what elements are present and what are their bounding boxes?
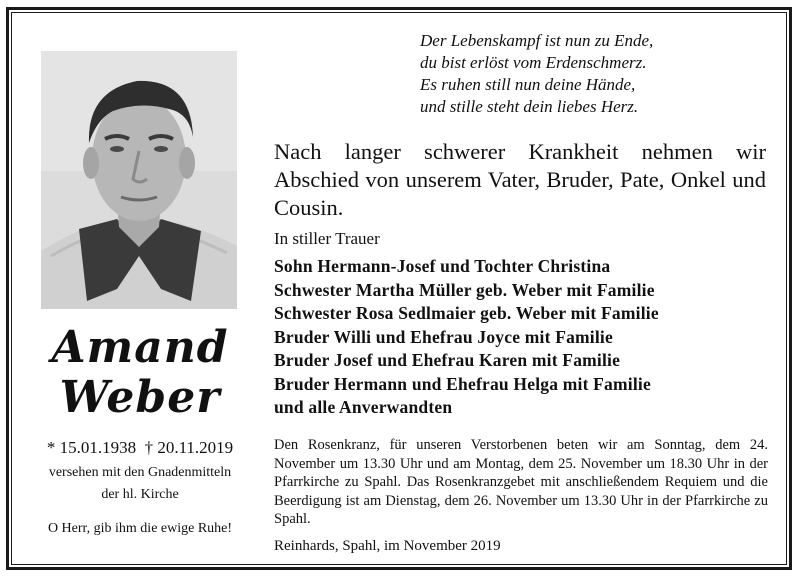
mourner-line: Bruder Willi und Ehefrau Joyce mit Familie <box>274 326 613 347</box>
intro-text: Nach langer schwerer Krankheit nehmen wir Abschied von unserem Vater, Bruder, Pate, Onkel und Cousin. <box>274 139 766 220</box>
sacrament-line-2: der hl. Kirche <box>101 487 179 502</box>
life-dates: * 15.01.1938 † 20.11.2019 <box>46 438 234 457</box>
mourner-line: und alle Anverwandten <box>274 397 453 417</box>
mourner-line: Bruder Josef und Ehefrau Karen mit Familie <box>274 350 621 370</box>
portrait-photo <box>41 51 237 309</box>
poem-line: und stille steht dein liebes Herz. <box>420 97 639 116</box>
sacrament-line-1: versehen mit den Gnadenmitteln <box>48 465 232 480</box>
mourner-line: Bruder Hermann und Ehefrau Helga mit Familie <box>274 373 651 394</box>
mourners-list <box>274 255 774 420</box>
poem-line: du bist erlöst vom Erdenschmerz. <box>420 53 647 72</box>
prayer-line: O Herr, gib ihm die ewige Ruhe! <box>47 521 233 536</box>
mourner-line: Schwester Martha Müller geb. Weber mit Familie <box>274 279 655 300</box>
deceased-first-name: Amand <box>51 322 229 373</box>
place-and-date: Reinhards, Spahl, im November 2019 <box>274 538 501 554</box>
mourner-line: Schwester Rosa Sedlmaier geb. Weber mit Familie <box>274 303 659 323</box>
rosary-announcement: Den Rosenkranz, für unseren Verstorbenen beten wir am Sonntag, dem 24. November um 13.30 Uhr und am Montag, dem 25. November um 18.30 Uhr in der Pfarrkirche zu Spahl. Das Rosenkranzgebet mit anschließendem Requiem und die Beerdigung ist am Dienstag, dem 26. November um 13.30 Uhr in der Pfarrkirche zu Spahl. <box>274 437 768 527</box>
poem <box>420 30 765 118</box>
poem-line: Der Lebenskampf ist nun zu Ende, <box>420 31 654 50</box>
poem-line: Es ruhen still nun deine Hände, <box>420 75 636 94</box>
mourner-line: Sohn Hermann-Josef und Tochter Christina <box>274 256 611 276</box>
mourning-label: In stiller Trauer <box>274 229 380 248</box>
deceased-last-name: Weber <box>59 372 221 423</box>
